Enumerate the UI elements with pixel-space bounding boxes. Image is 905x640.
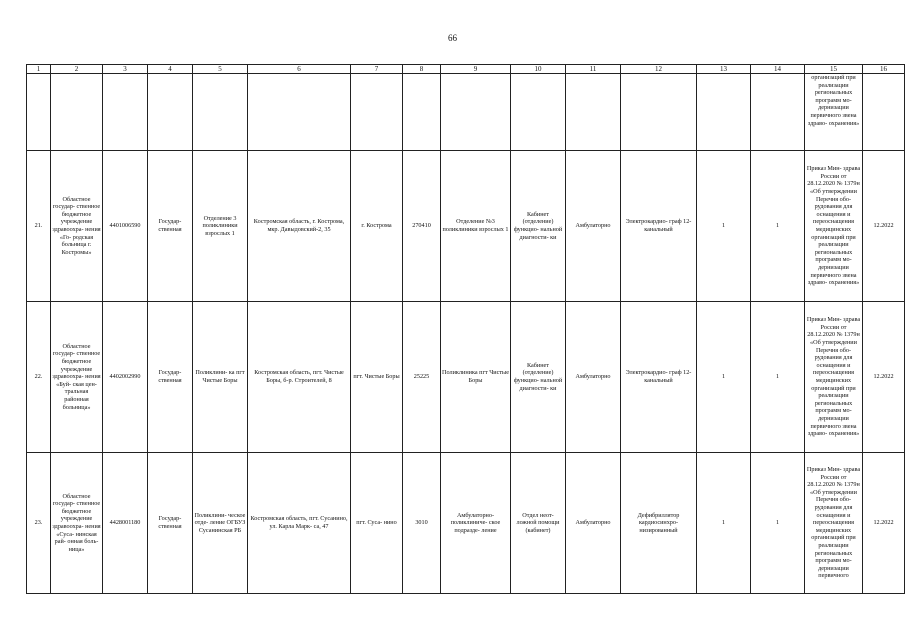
basis-cell: Приказ Мин- здрава России от 28.12.2020 № 1379н «Об утверждении Перечня обо- рудования для оснащения и переоснащения медицинских организаций при реализации региональных программ мо- дернизации первичного звена здраво- охранения» <box>805 302 863 453</box>
quantity-cell: 1 <box>751 302 805 453</box>
unit-cell: Поликлиника пгт Чистые Боры <box>441 302 511 453</box>
table-row <box>27 302 905 453</box>
date-cell: 12.2022 <box>863 151 905 302</box>
header-cell: 13 <box>697 65 751 74</box>
care-type-cell: Амбулаторно <box>566 453 621 594</box>
header-cell: 8 <box>403 65 441 74</box>
header-cell: 11 <box>566 65 621 74</box>
cabinet-cell: Кабинет (отделение) функцио- нальной диагности- ки <box>511 302 566 453</box>
basis-cell: Приказ Мин- здрава России от 28.12.2020 № 1379н «Об утверждении Перечня обо- рудования для оснащения и переоснащения медицинских организаций при реализации региональных программ мо- дернизации первичного звена здраво- охранения» <box>805 151 863 302</box>
cabinet-cell: Отдел неот- ложной помощи (кабинет) <box>511 453 566 594</box>
header-cell: 9 <box>441 65 511 74</box>
inn-cell: 4401006590 <box>103 151 148 302</box>
department-cell: Поликлини- ка пгт Чистые Боры <box>193 302 248 453</box>
department-cell: Отделение 3 поликлиники взрослых 1 <box>193 151 248 302</box>
equipment-cell: Электрокардио- граф 12- канальный <box>621 151 697 302</box>
locality-cell: пгт. Суса- нино <box>351 453 403 594</box>
header-cell: 6 <box>248 65 351 74</box>
header-cell: 2 <box>51 65 103 74</box>
locality-cell: г. Кострома <box>351 151 403 302</box>
header-cell: 3 <box>103 65 148 74</box>
equipment-cell: Дефибриллятор кардиосинхро- низированный <box>621 453 697 594</box>
ownership-cell: Государ- ственная <box>148 302 193 453</box>
cabinet-cell: Кабинет (отделение) функцио- нальной диагности- ки <box>511 151 566 302</box>
address-cell: Костромская область, пгт. Чистые Боры, б-р. Строителей, 8 <box>248 302 351 453</box>
organization-cell: Областное государ- ственное бюджетное учреждение здравоохра- нения «Буй- ская цен- тральная районная больница» <box>51 302 103 453</box>
organization-cell: Областное государ- ственное бюджетное учреждение здравоохра- нения «Го- родская больница г. Костромы» <box>51 151 103 302</box>
header-cell: 4 <box>148 65 193 74</box>
header-cell: 10 <box>511 65 566 74</box>
basis-cell: Приказ Мин- здрава России от 28.12.2020 № 1379н «Об утверждении Перечня обо- рудования для оснащения и переоснащения медицинских организаций при реализации региональных программ мо- дернизации первичного <box>805 453 863 594</box>
page-number: 66 <box>448 33 457 43</box>
department-cell: Поликлини- ческое отде- ление ОГБУЗ Сусанинская РБ <box>193 453 248 594</box>
header-cell: 1 <box>27 65 51 74</box>
unit-cell: Амбулаторно- поликлиниче- ское подразде- ление <box>441 453 511 594</box>
header-cell: 7 <box>351 65 403 74</box>
care-type-cell: Амбулаторно <box>566 302 621 453</box>
code-cell: 270410 <box>403 151 441 302</box>
quantity-cell: 1 <box>697 302 751 453</box>
row-number: 21. <box>27 151 51 302</box>
locality-cell: пгт. Чистые Боры <box>351 302 403 453</box>
equipment-cell: Электрокардио- граф 12- канальный <box>621 302 697 453</box>
table-row <box>27 151 905 302</box>
header-cell: 5 <box>193 65 248 74</box>
table-row <box>27 453 905 594</box>
header-row <box>27 65 905 74</box>
date-cell: 12.2022 <box>863 453 905 594</box>
ownership-cell: Государ- ственная <box>148 453 193 594</box>
ownership-cell: Государ- ственная <box>148 151 193 302</box>
header-cell: 16 <box>863 65 905 74</box>
quantity-cell: 1 <box>751 453 805 594</box>
code-cell: 25225 <box>403 302 441 453</box>
row-number: 23. <box>27 453 51 594</box>
date-cell: 12.2022 <box>863 302 905 453</box>
row-number: 22. <box>27 302 51 453</box>
equipment-table <box>26 64 905 594</box>
continuation-row <box>27 74 905 151</box>
quantity-cell: 1 <box>751 151 805 302</box>
inn-cell: 4402002990 <box>103 302 148 453</box>
code-cell: 3010 <box>403 453 441 594</box>
address-cell: Костромская область, г. Кострома, мкр. Давыдовский-2, 35 <box>248 151 351 302</box>
basis-cell: организаций при реализации региональных программ мо- дернизации первичного звена здраво- охранения» <box>805 74 863 151</box>
header-cell: 15 <box>805 65 863 74</box>
inn-cell: 4428001180 <box>103 453 148 594</box>
header-cell: 14 <box>751 65 805 74</box>
address-cell: Костромская область, пгт. Сусанино, ул. Карла Марк- са, 47 <box>248 453 351 594</box>
care-type-cell: Амбулаторно <box>566 151 621 302</box>
organization-cell: Областное государ- ственное бюджетное учреждение здравоохра- нения «Суса- нинская рай- онная боль- ница» <box>51 453 103 594</box>
quantity-cell: 1 <box>697 453 751 594</box>
header-cell: 12 <box>621 65 697 74</box>
quantity-cell: 1 <box>697 151 751 302</box>
unit-cell: Отделение №3 поликлиники взрослых 1 <box>441 151 511 302</box>
